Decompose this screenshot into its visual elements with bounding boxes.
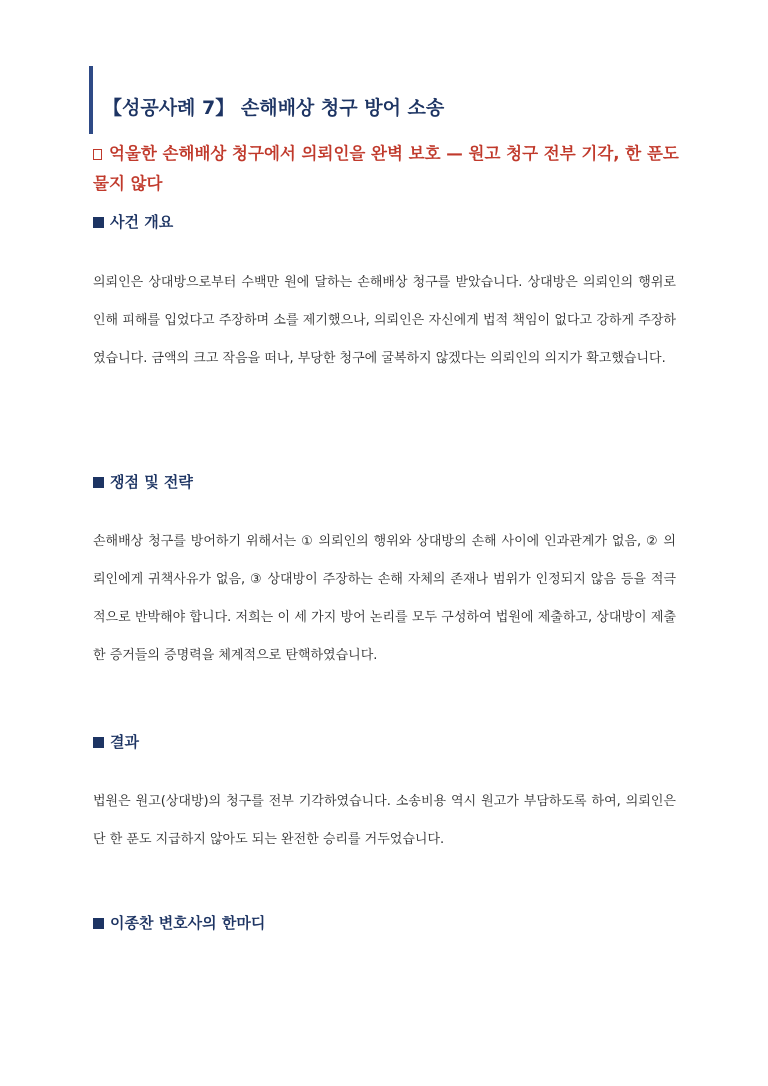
square-bullet-icon (93, 477, 104, 488)
section-body-issues: 손해배상 청구를 방어하기 위해서는 ① 의뢰인의 행위와 상대방의 손해 사이에 인과관계가 없음, ② 의뢰인에게 귀책사유가 없음, ③ 상대방이 주장하는 손해 자체의 존재나 범위가 인정되지 않음 등을 적극적으로 반박해야 합니다. 저희는 이 세 가지 방어 논리를 모두 구성하여 법원에 제출하고, 상대방이 제출한 증거들의 증명력을 체계적으로 탄핵하였습니다. (93, 534, 676, 663)
square-bullet-icon (93, 217, 104, 228)
section-heading-result (93, 731, 139, 753)
section-heading-text: 쟁점 및 전략 (110, 473, 193, 491)
title-accent-bar (89, 66, 93, 134)
page-title: 【성공사례 7】 손해배상 청구 방어 소송 (103, 97, 445, 119)
section-heading-lawyer-comment (93, 912, 265, 934)
section-heading-text: 결과 (110, 733, 139, 751)
subtitle-text: 억울한 손해배상 청구에서 의뢰인을 완벽 보호 — 원고 청구 전부 기각, 한 푼도 물지 않다 (93, 144, 679, 193)
box-icon (93, 149, 102, 160)
square-bullet-icon (93, 737, 104, 748)
section-body-overview: 의뢰인은 상대방으로부터 수백만 원에 달하는 손해배상 청구를 받았습니다. 상대방은 의뢰인의 행위로 인해 피해를 입었다고 주장하며 소를 제기했으나, 의뢰인은 자신에게 법적 책임이 없다고 강하게 주장하였습니다. 금액의 크고 작음을 떠나, 부당한 청구에 굴복하지 않겠다는 의뢰인의 의지가 확고했습니다. (93, 275, 676, 366)
square-bullet-icon (93, 918, 104, 929)
section-heading-overview (93, 211, 173, 233)
subtitle (93, 139, 693, 199)
section-heading-issues (93, 471, 193, 493)
section-heading-text: 사건 개요 (110, 213, 174, 231)
section-heading-text: 이종찬 변호사의 한마디 (110, 914, 266, 932)
section-body-result: 법원은 원고(상대방)의 청구를 전부 기각하였습니다. 소송비용 역시 원고가 부담하도록 하여, 의뢰인은 단 한 푼도 지급하지 않아도 되는 완전한 승리를 거두었습니다. (93, 794, 676, 847)
